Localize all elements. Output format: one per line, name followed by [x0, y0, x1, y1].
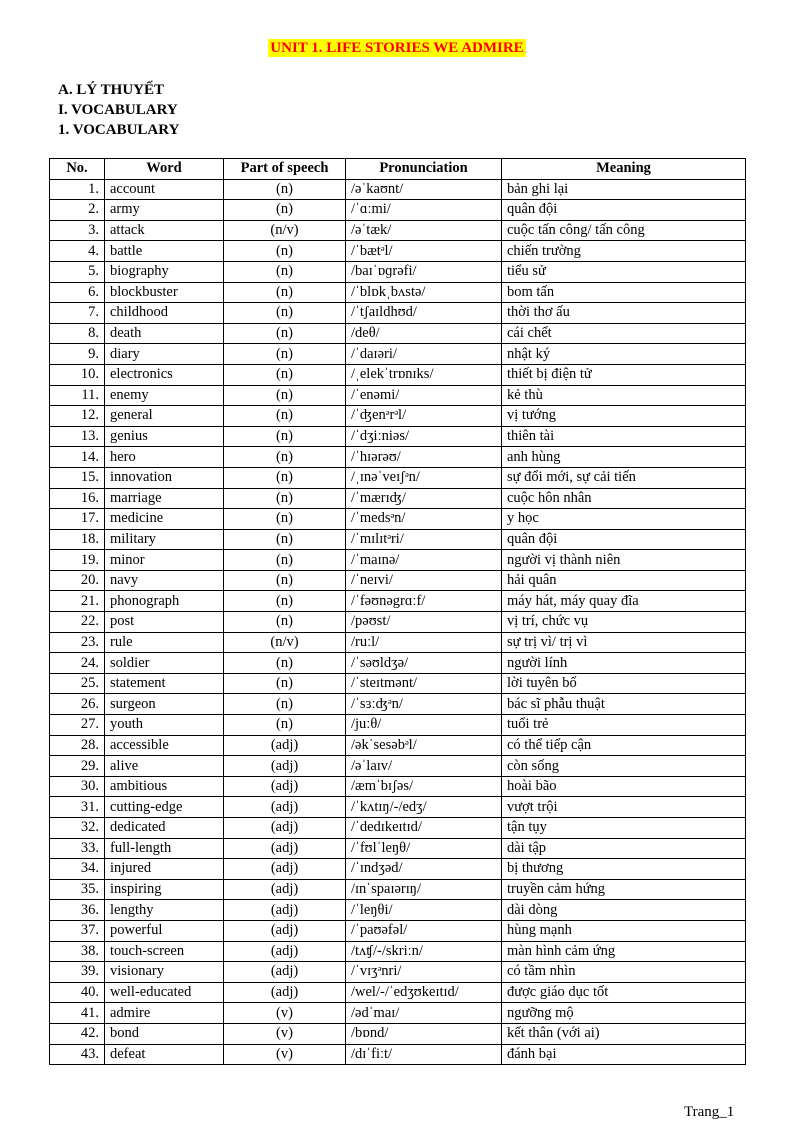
- cell-part-of-speech: (n): [224, 447, 346, 468]
- cell-meaning: ngưỡng mộ: [502, 1003, 746, 1024]
- cell-part-of-speech: (v): [224, 1003, 346, 1024]
- cell-pronunciation: /ˌɪnəˈveɪʃᵊn/: [346, 467, 502, 488]
- cell-meaning: có tầm nhìn: [502, 962, 746, 983]
- cell-meaning: bản ghi lại: [502, 179, 746, 200]
- cell-part-of-speech: (n): [224, 715, 346, 736]
- table-row: [50, 715, 746, 736]
- cell-pronunciation: /ˈpaʊəfəl/: [346, 920, 502, 941]
- cell-word: innovation: [105, 467, 224, 488]
- cell-meaning: kẻ thù: [502, 385, 746, 406]
- table-row: [50, 632, 746, 653]
- cell-part-of-speech: (n): [224, 179, 346, 200]
- cell-word: childhood: [105, 303, 224, 324]
- table-row: [50, 200, 746, 221]
- cell-pronunciation: /pəʊst/: [346, 612, 502, 633]
- cell-pronunciation: /dɪˈfiːt/: [346, 1044, 502, 1065]
- cell-part-of-speech: (adj): [224, 900, 346, 921]
- table-row: [50, 1044, 746, 1065]
- cell-pronunciation: /baɪˈɒɡrəfi/: [346, 261, 502, 282]
- cell-part-of-speech: (v): [224, 1044, 346, 1065]
- cell-pronunciation: /ˈʤenᵊrᵊl/: [346, 406, 502, 427]
- cell-pronunciation: /ˈdʒiːniəs/: [346, 426, 502, 447]
- cell-word: attack: [105, 220, 224, 241]
- cell-no: 30.: [50, 776, 105, 797]
- cell-meaning: tuổi trẻ: [502, 715, 746, 736]
- cell-part-of-speech: (adj): [224, 756, 346, 777]
- cell-word: blockbuster: [105, 282, 224, 303]
- cell-meaning: vị tướng: [502, 406, 746, 427]
- cell-meaning: dài dòng: [502, 900, 746, 921]
- cell-meaning: hùng mạnh: [502, 920, 746, 941]
- cell-no: 3.: [50, 220, 105, 241]
- cell-meaning: dài tập: [502, 838, 746, 859]
- cell-meaning: cuộc tấn công/ tấn công: [502, 220, 746, 241]
- cell-part-of-speech: (adj): [224, 962, 346, 983]
- cell-part-of-speech: (n): [224, 426, 346, 447]
- cell-pronunciation: /ˈfʊlˈleŋθ/: [346, 838, 502, 859]
- cell-part-of-speech: (n): [224, 570, 346, 591]
- vocabulary-table: [49, 158, 746, 1065]
- table-row: [50, 941, 746, 962]
- title-wrap: [0, 39, 794, 57]
- cell-word: admire: [105, 1003, 224, 1024]
- cell-word: military: [105, 529, 224, 550]
- table-row: [50, 591, 746, 612]
- cell-word: injured: [105, 859, 224, 880]
- cell-word: biography: [105, 261, 224, 282]
- header-word: Word: [105, 159, 224, 180]
- table-row: [50, 673, 746, 694]
- cell-no: 25.: [50, 673, 105, 694]
- cell-pronunciation: /ruːl/: [346, 632, 502, 653]
- table-row: [50, 529, 746, 550]
- cell-word: bond: [105, 1023, 224, 1044]
- header-part-of-speech: Part of speech: [224, 159, 346, 180]
- cell-meaning: sự đổi mới, sự cải tiến: [502, 467, 746, 488]
- cell-no: 26.: [50, 694, 105, 715]
- cell-part-of-speech: (adj): [224, 838, 346, 859]
- cell-meaning: lời tuyên bố: [502, 673, 746, 694]
- heading-vocabulary: I. VOCABULARY: [58, 102, 178, 118]
- cell-no: 35.: [50, 879, 105, 900]
- table-row: [50, 509, 746, 530]
- cell-no: 1.: [50, 179, 105, 200]
- table-row: [50, 303, 746, 324]
- cell-no: 12.: [50, 406, 105, 427]
- cell-pronunciation: /bɒnd/: [346, 1023, 502, 1044]
- cell-pronunciation: /ɪnˈspaɪərɪŋ/: [346, 879, 502, 900]
- cell-part-of-speech: (n): [224, 406, 346, 427]
- cell-pronunciation: /ˈblɒkˌbʌstə/: [346, 282, 502, 303]
- cell-no: 17.: [50, 509, 105, 530]
- table-row: [50, 220, 746, 241]
- cell-pronunciation: /ˈneɪvi/: [346, 570, 502, 591]
- cell-word: visionary: [105, 962, 224, 983]
- table-row: [50, 982, 746, 1003]
- table-row: [50, 756, 746, 777]
- cell-word: phonograph: [105, 591, 224, 612]
- cell-word: ambitious: [105, 776, 224, 797]
- table-row: [50, 859, 746, 880]
- cell-meaning: máy hát, máy quay đĩa: [502, 591, 746, 612]
- cell-pronunciation: /tʌʧ/-/skriːn/: [346, 941, 502, 962]
- cell-part-of-speech: (adj): [224, 735, 346, 756]
- cell-pronunciation: /əˈlaɪv/: [346, 756, 502, 777]
- cell-meaning: bị thương: [502, 859, 746, 880]
- cell-meaning: hải quân: [502, 570, 746, 591]
- table-row: [50, 241, 746, 262]
- cell-meaning: được giáo dục tốt: [502, 982, 746, 1003]
- cell-word: account: [105, 179, 224, 200]
- table-row: [50, 261, 746, 282]
- cell-meaning: vị trí, chức vụ: [502, 612, 746, 633]
- cell-meaning: quân đội: [502, 529, 746, 550]
- cell-no: 11.: [50, 385, 105, 406]
- cell-part-of-speech: (v): [224, 1023, 346, 1044]
- cell-word: genius: [105, 426, 224, 447]
- table-row: [50, 879, 746, 900]
- cell-meaning: kết thân (với ai): [502, 1023, 746, 1044]
- cell-part-of-speech: (adj): [224, 818, 346, 839]
- cell-no: 38.: [50, 941, 105, 962]
- cell-pronunciation: /ˈenəmi/: [346, 385, 502, 406]
- cell-no: 4.: [50, 241, 105, 262]
- cell-word: army: [105, 200, 224, 221]
- cell-part-of-speech: (n): [224, 612, 346, 633]
- cell-word: cutting-edge: [105, 797, 224, 818]
- cell-part-of-speech: (n): [224, 385, 346, 406]
- cell-no: 31.: [50, 797, 105, 818]
- cell-part-of-speech: (n): [224, 200, 346, 221]
- cell-meaning: bác sĩ phẫu thuật: [502, 694, 746, 715]
- cell-pronunciation: /ədˈmaɪ/: [346, 1003, 502, 1024]
- table-row: [50, 797, 746, 818]
- table-row: [50, 385, 746, 406]
- table-body: [50, 179, 746, 1065]
- table-row: [50, 962, 746, 983]
- cell-pronunciation: /ˈɪndʒəd/: [346, 859, 502, 880]
- cell-pronunciation: /əˈkaʊnt/: [346, 179, 502, 200]
- cell-no: 42.: [50, 1023, 105, 1044]
- cell-meaning: tiểu sử: [502, 261, 746, 282]
- cell-word: minor: [105, 550, 224, 571]
- cell-word: death: [105, 323, 224, 344]
- cell-pronunciation: /ˈvɪʒᵊnri/: [346, 962, 502, 983]
- header-meaning: Meaning: [502, 159, 746, 180]
- cell-pronunciation: /ˈkʌtɪŋ/-/edʒ/: [346, 797, 502, 818]
- cell-part-of-speech: (adj): [224, 920, 346, 941]
- cell-no: 19.: [50, 550, 105, 571]
- cell-pronunciation: /ˈsteɪtmənt/: [346, 673, 502, 694]
- cell-word: defeat: [105, 1044, 224, 1065]
- cell-meaning: màn hình cảm ứng: [502, 941, 746, 962]
- cell-pronunciation: /ˈfəʊnəgrɑːf/: [346, 591, 502, 612]
- cell-meaning: cái chết: [502, 323, 746, 344]
- cell-pronunciation: /ˈleŋθi/: [346, 900, 502, 921]
- cell-meaning: chiến trường: [502, 241, 746, 262]
- table-row: [50, 323, 746, 344]
- cell-meaning: truyền cảm hứng: [502, 879, 746, 900]
- cell-meaning: có thể tiếp cận: [502, 735, 746, 756]
- table-row: [50, 838, 746, 859]
- table-row: [50, 364, 746, 385]
- cell-pronunciation: /deθ/: [346, 323, 502, 344]
- cell-meaning: thời thơ ấu: [502, 303, 746, 324]
- cell-meaning: cuộc hôn nhân: [502, 488, 746, 509]
- cell-word: navy: [105, 570, 224, 591]
- cell-pronunciation: /ˌelekˈtrɒnɪks/: [346, 364, 502, 385]
- cell-no: 8.: [50, 323, 105, 344]
- cell-no: 21.: [50, 591, 105, 612]
- cell-part-of-speech: (n): [224, 467, 346, 488]
- cell-pronunciation: /əkˈsesəbᵊl/: [346, 735, 502, 756]
- cell-no: 29.: [50, 756, 105, 777]
- cell-part-of-speech: (n): [224, 694, 346, 715]
- table-row: [50, 282, 746, 303]
- cell-pronunciation: /əˈtæk/: [346, 220, 502, 241]
- header-no: No.: [50, 159, 105, 180]
- cell-no: 16.: [50, 488, 105, 509]
- cell-meaning: sự trị vì/ trị vì: [502, 632, 746, 653]
- table-row: [50, 735, 746, 756]
- cell-word: lengthy: [105, 900, 224, 921]
- cell-pronunciation: /ˈmaɪnə/: [346, 550, 502, 571]
- cell-meaning: người lính: [502, 653, 746, 674]
- cell-part-of-speech: (n): [224, 653, 346, 674]
- cell-part-of-speech: (n): [224, 488, 346, 509]
- cell-part-of-speech: (adj): [224, 941, 346, 962]
- section-headings: [58, 80, 179, 140]
- cell-meaning: hoài bão: [502, 776, 746, 797]
- cell-word: touch-screen: [105, 941, 224, 962]
- cell-no: 39.: [50, 962, 105, 983]
- cell-meaning: còn sống: [502, 756, 746, 777]
- cell-word: well-educated: [105, 982, 224, 1003]
- table-row: [50, 570, 746, 591]
- cell-meaning: thiết bị điện tử: [502, 364, 746, 385]
- cell-meaning: đánh bại: [502, 1044, 746, 1065]
- cell-word: hero: [105, 447, 224, 468]
- table-row: [50, 694, 746, 715]
- cell-no: 36.: [50, 900, 105, 921]
- cell-pronunciation: /ˈdaɪəri/: [346, 344, 502, 365]
- cell-part-of-speech: (n): [224, 323, 346, 344]
- table-row: [50, 900, 746, 921]
- cell-part-of-speech: (n/v): [224, 632, 346, 653]
- table-row: [50, 467, 746, 488]
- table-row: [50, 1023, 746, 1044]
- cell-meaning: anh hùng: [502, 447, 746, 468]
- cell-meaning: quân đội: [502, 200, 746, 221]
- table-row: [50, 426, 746, 447]
- cell-meaning: tận tụy: [502, 818, 746, 839]
- cell-part-of-speech: (n): [224, 591, 346, 612]
- page-number: Trang_1: [684, 1104, 735, 1120]
- cell-part-of-speech: (adj): [224, 797, 346, 818]
- cell-meaning: nhật ký: [502, 344, 746, 365]
- cell-pronunciation: /ˈsəʊldʒə/: [346, 653, 502, 674]
- cell-part-of-speech: (n): [224, 344, 346, 365]
- cell-word: inspiring: [105, 879, 224, 900]
- cell-no: 34.: [50, 859, 105, 880]
- cell-pronunciation: /ˈmɪlɪtᵊri/: [346, 529, 502, 550]
- cell-no: 27.: [50, 715, 105, 736]
- unit-title: UNIT 1. LIFE STORIES WE ADMIRE: [270, 40, 524, 56]
- table-row: [50, 920, 746, 941]
- table-row: [50, 653, 746, 674]
- cell-word: powerful: [105, 920, 224, 941]
- cell-no: 2.: [50, 200, 105, 221]
- cell-no: 32.: [50, 818, 105, 839]
- cell-no: 18.: [50, 529, 105, 550]
- cell-word: statement: [105, 673, 224, 694]
- cell-pronunciation: /ˈmærɪʤ/: [346, 488, 502, 509]
- cell-no: 14.: [50, 447, 105, 468]
- cell-meaning: thiên tài: [502, 426, 746, 447]
- table-row: [50, 818, 746, 839]
- table-row: [50, 488, 746, 509]
- cell-no: 9.: [50, 344, 105, 365]
- cell-pronunciation: /ˈhɪərəʊ/: [346, 447, 502, 468]
- cell-meaning: y học: [502, 509, 746, 530]
- cell-no: 33.: [50, 838, 105, 859]
- cell-word: surgeon: [105, 694, 224, 715]
- cell-part-of-speech: (adj): [224, 879, 346, 900]
- cell-no: 37.: [50, 920, 105, 941]
- cell-word: medicine: [105, 509, 224, 530]
- cell-no: 28.: [50, 735, 105, 756]
- cell-part-of-speech: (n): [224, 509, 346, 530]
- cell-pronunciation: /ˈɑːmi/: [346, 200, 502, 221]
- cell-pronunciation: /ˈdedɪkeɪtɪd/: [346, 818, 502, 839]
- cell-word: full-length: [105, 838, 224, 859]
- cell-pronunciation: /juːθ/: [346, 715, 502, 736]
- cell-pronunciation: /ˈbætᵊl/: [346, 241, 502, 262]
- cell-no: 15.: [50, 467, 105, 488]
- table-row: [50, 447, 746, 468]
- heading-theory: A. LÝ THUYẾT: [58, 82, 164, 98]
- cell-pronunciation: /æmˈbɪʃəs/: [346, 776, 502, 797]
- cell-no: 20.: [50, 570, 105, 591]
- cell-meaning: bom tấn: [502, 282, 746, 303]
- cell-pronunciation: /ˈsɜːʤᵊn/: [346, 694, 502, 715]
- cell-no: 13.: [50, 426, 105, 447]
- table-row: [50, 179, 746, 200]
- cell-word: general: [105, 406, 224, 427]
- cell-word: battle: [105, 241, 224, 262]
- table-row: [50, 550, 746, 571]
- cell-part-of-speech: (adj): [224, 859, 346, 880]
- cell-pronunciation: /ˈmedsᵊn/: [346, 509, 502, 530]
- cell-no: 6.: [50, 282, 105, 303]
- cell-no: 10.: [50, 364, 105, 385]
- cell-meaning: người vị thành niên: [502, 550, 746, 571]
- cell-word: rule: [105, 632, 224, 653]
- cell-no: 5.: [50, 261, 105, 282]
- cell-part-of-speech: (n/v): [224, 220, 346, 241]
- cell-part-of-speech: (n): [224, 673, 346, 694]
- cell-word: accessible: [105, 735, 224, 756]
- cell-no: 23.: [50, 632, 105, 653]
- cell-part-of-speech: (n): [224, 529, 346, 550]
- cell-no: 40.: [50, 982, 105, 1003]
- heading-vocabulary-sub: 1. VOCABULARY: [58, 122, 180, 138]
- cell-word: enemy: [105, 385, 224, 406]
- cell-no: 43.: [50, 1044, 105, 1065]
- cell-part-of-speech: (adj): [224, 982, 346, 1003]
- cell-part-of-speech: (n): [224, 364, 346, 385]
- header-pronunciation: Pronunciation: [346, 159, 502, 180]
- cell-no: 24.: [50, 653, 105, 674]
- cell-part-of-speech: (n): [224, 303, 346, 324]
- cell-word: marriage: [105, 488, 224, 509]
- table-header-row: [50, 159, 746, 180]
- table-row: [50, 612, 746, 633]
- cell-part-of-speech: (n): [224, 282, 346, 303]
- cell-pronunciation: /wel/-/ˈedʒʊkeɪtɪd/: [346, 982, 502, 1003]
- table-row: [50, 776, 746, 797]
- cell-part-of-speech: (n): [224, 550, 346, 571]
- table-row: [50, 406, 746, 427]
- table-row: [50, 1003, 746, 1024]
- cell-word: dedicated: [105, 818, 224, 839]
- cell-no: 41.: [50, 1003, 105, 1024]
- table-row: [50, 344, 746, 365]
- cell-word: youth: [105, 715, 224, 736]
- cell-word: post: [105, 612, 224, 633]
- cell-word: soldier: [105, 653, 224, 674]
- cell-part-of-speech: (n): [224, 261, 346, 282]
- cell-pronunciation: /ˈtʃaɪldhʊd/: [346, 303, 502, 324]
- cell-meaning: vượt trội: [502, 797, 746, 818]
- cell-no: 7.: [50, 303, 105, 324]
- cell-word: electronics: [105, 364, 224, 385]
- cell-part-of-speech: (adj): [224, 776, 346, 797]
- cell-word: alive: [105, 756, 224, 777]
- cell-word: diary: [105, 344, 224, 365]
- cell-no: 22.: [50, 612, 105, 633]
- cell-part-of-speech: (n): [224, 241, 346, 262]
